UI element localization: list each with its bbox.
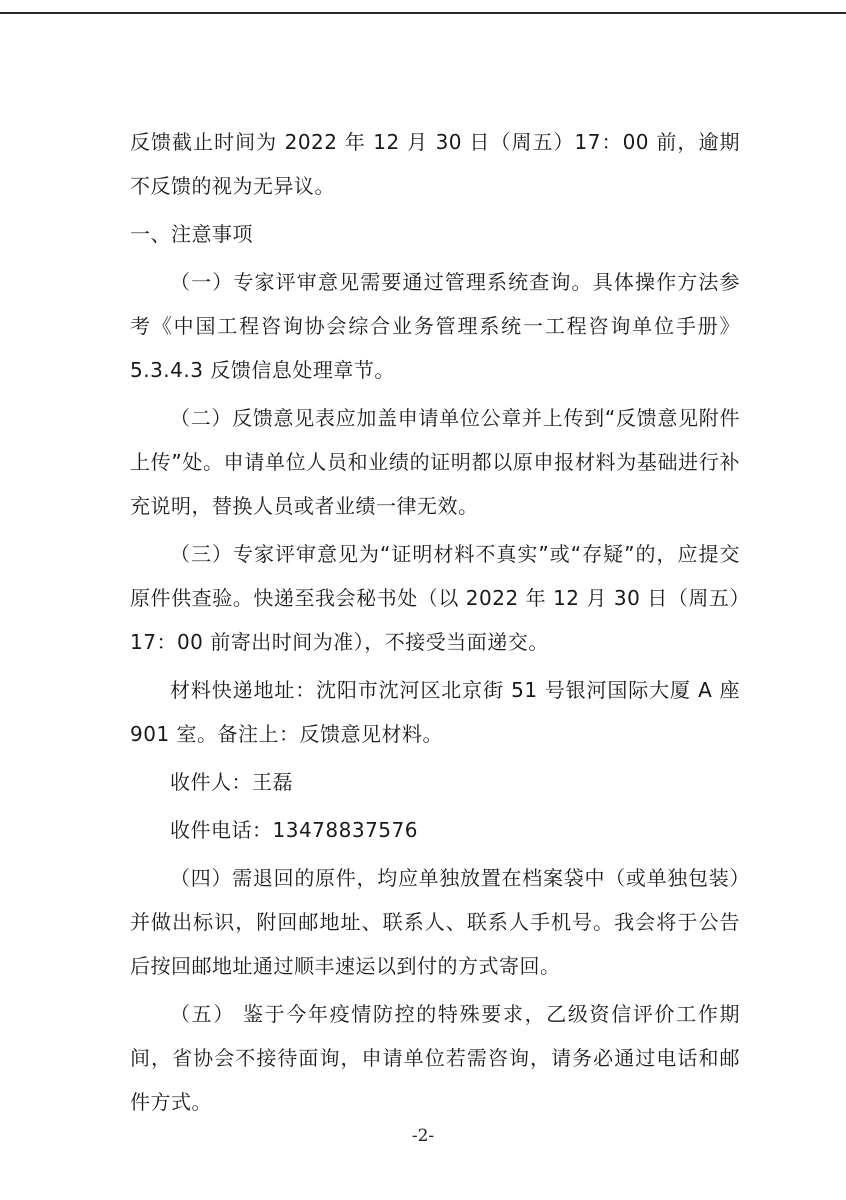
notes-item-2: （二）反馈意见表应加盖申请单位公章并上传到“反馈意见附件上传”处。申请单位人员和业绩的证明都以原申报材料为基础进行补充说明，替换人员或者业绩一律无效。 (130, 406, 740, 518)
notes-item-5: （五） 鉴于今年疫情防控的特殊要求，乙级资信评价工作期间，省协会不接待面询，申请单位若需咨询，请务必通过电话和邮件方式。 (130, 1002, 740, 1114)
notes-item-4: （四）需退回的原件，均应单独放置在档案袋中（或单独包装）并做出标识，附回邮地址、联系人、联系人手机号。我会将于公告后按回邮地址通过顺丰速运以到付的方式寄回。 (130, 866, 740, 978)
shipping-address: 材料快递地址：沈阳市沈河区北京街 51 号银河国际大厦 A 座 901 室。备注上：反馈意见材料。 (130, 678, 740, 746)
recipient-phone: 收件电话：13478837576 (170, 818, 418, 842)
recipient-name: 收件人：王磊 (170, 770, 293, 794)
notes-item-3: （三）专家评审意见为“证明材料不真实”或“存疑”的，应提交原件供查验。快递至我会秘书处（以 2022 年 12 月 30 日（周五）17：00 前寄出时间为准），不接受当面递交。 (130, 542, 740, 654)
page-top-rule (0, 12, 846, 14)
deadline-paragraph: 反馈截止时间为 2022 年 12 月 30 日（周五）17：00 前，逾期不反馈的视为无异议。 (130, 130, 740, 198)
document-body (130, 120, 740, 1124)
page-number: -2- (411, 1126, 435, 1146)
notes-item-1: （一）专家评审意见需要通过管理系统查询。具体操作方法参考《中国工程咨询协会综合业务管理系统一工程咨询单位手册》5.3.4.3 反馈信息处理章节。 (130, 270, 740, 382)
section-heading-notes: 一、注意事项 (130, 222, 253, 246)
